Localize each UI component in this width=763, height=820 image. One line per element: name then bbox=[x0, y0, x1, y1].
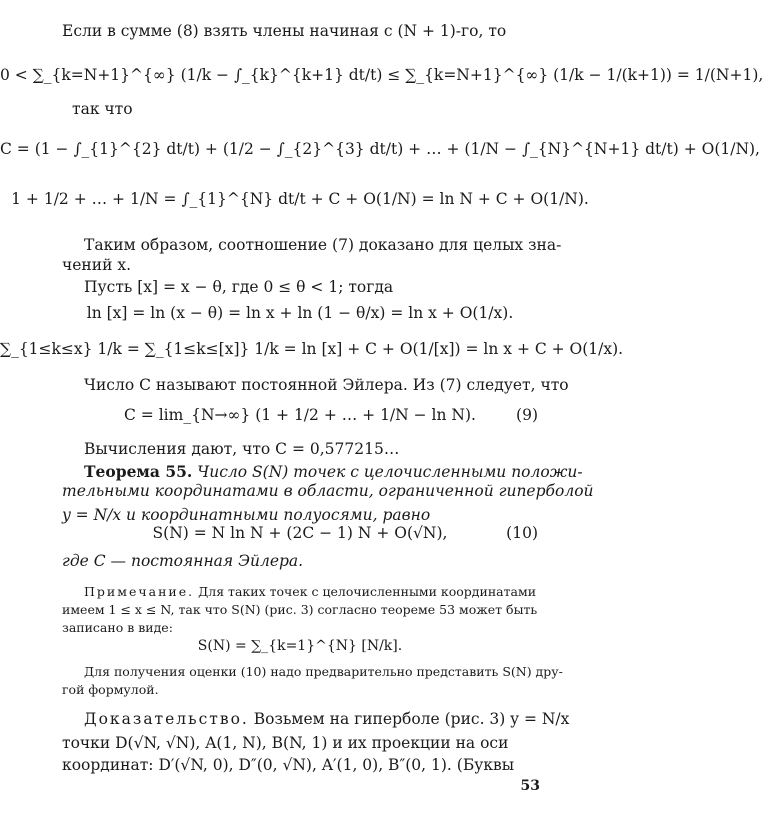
proof-line bbox=[84, 710, 569, 728]
text-line: чений x. bbox=[62, 256, 132, 274]
note-line: гой формулой. bbox=[62, 682, 159, 697]
proof-text: Возьмем на гиперболе (рис. 3) y = N/x bbox=[253, 710, 570, 728]
text-line: Число C называют постоянной Эйлера. Из (7) следует, что bbox=[84, 376, 569, 394]
text-line: Вычисления дают, что C = 0,577215… bbox=[84, 440, 400, 458]
formula-log-floor: ln [x] = ln (x − θ) = ln x + ln (1 − θ/x) = ln x + O(1/x). bbox=[86, 304, 514, 322]
text-line: где C — постоянная Эйлера. bbox=[62, 552, 304, 570]
note-line bbox=[84, 584, 536, 599]
equation-number: (10) bbox=[506, 524, 538, 542]
formula-constant-c: C = (1 − ∫_{1}^{2} dt/t) + (1/2 − ∫_{2}^{3} dt/t) + … + (1/N − ∫_{N}^{N+1} dt/t) + O(1/N), bbox=[0, 140, 760, 158]
text-line: Если в сумме (8) взять члены начиная с (N + 1)-го, то bbox=[62, 22, 507, 40]
note-text: Для таких точек с целочисленными координатами bbox=[198, 584, 537, 599]
formula-s-of-n: S(N) = N ln N + (2C − 1) N + O(√N), bbox=[152, 524, 448, 542]
note-line: имеем 1 ≤ x ≤ N, так что S(N) (рис. 3) согласно теореме 53 может быть bbox=[62, 602, 538, 617]
text-line: Пусть [x] = x − θ, где 0 ≤ θ < 1; тогда bbox=[84, 278, 394, 296]
page-number: 53 bbox=[520, 778, 540, 794]
note-line: Для получения оценки (10) надо предварительно представить S(N) дру- bbox=[84, 664, 563, 679]
formula-sum-bound: 0 < ∑_{k=N+1}^{∞} (1/k − ∫_{k}^{k+1} dt/t) ≤ ∑_{k=N+1}^{∞} (1/k − 1/(k+1)) = 1/(N+1), bbox=[0, 66, 763, 84]
formula-euler-limit: C = lim_{N→∞} (1 + 1/2 + … + 1/N − ln N). bbox=[124, 406, 476, 424]
equation-number: (9) bbox=[516, 406, 538, 424]
formula-sum-estimate: ∑_{1≤k≤x} 1/k = ∑_{1≤k≤[x]} 1/k = ln [x] + C + O(1/[x]) = ln x + C + O(1/x). bbox=[0, 340, 624, 358]
formula-s-sum: S(N) = ∑_{k=1}^{N} [N/k]. bbox=[197, 638, 403, 654]
theorem-statement bbox=[84, 462, 583, 481]
text-line: Таким образом, соотношение (7) доказано для целых зна- bbox=[84, 236, 562, 254]
note-label: Примечание. bbox=[84, 584, 195, 599]
formula-harmonic-sum: 1 + 1/2 + … + 1/N = ∫_{1}^{N} dt/t + C + O(1/N) = ln N + C + O(1/N). bbox=[11, 190, 589, 208]
theorem-title: Теорема 55. bbox=[84, 462, 193, 481]
theorem-text: тельными координатами в области, ограниченной гиперболой bbox=[62, 482, 594, 500]
proof-label: Доказательство. bbox=[84, 710, 249, 728]
note-line: записано в виде: bbox=[62, 620, 173, 635]
proof-line: координат: D′(√N, 0), D″(0, √N), A′(1, 0), B″(0, 1). (Буквы bbox=[62, 756, 515, 774]
text-line: так что bbox=[72, 100, 133, 118]
theorem-text: y = N/x и координатными полуосями, равно bbox=[62, 506, 431, 524]
theorem-text: Число S(N) точек с целочисленными положи- bbox=[197, 463, 583, 481]
proof-line: точки D(√N, √N), A(1, N), B(N, 1) и их проекции на оси bbox=[62, 734, 509, 752]
